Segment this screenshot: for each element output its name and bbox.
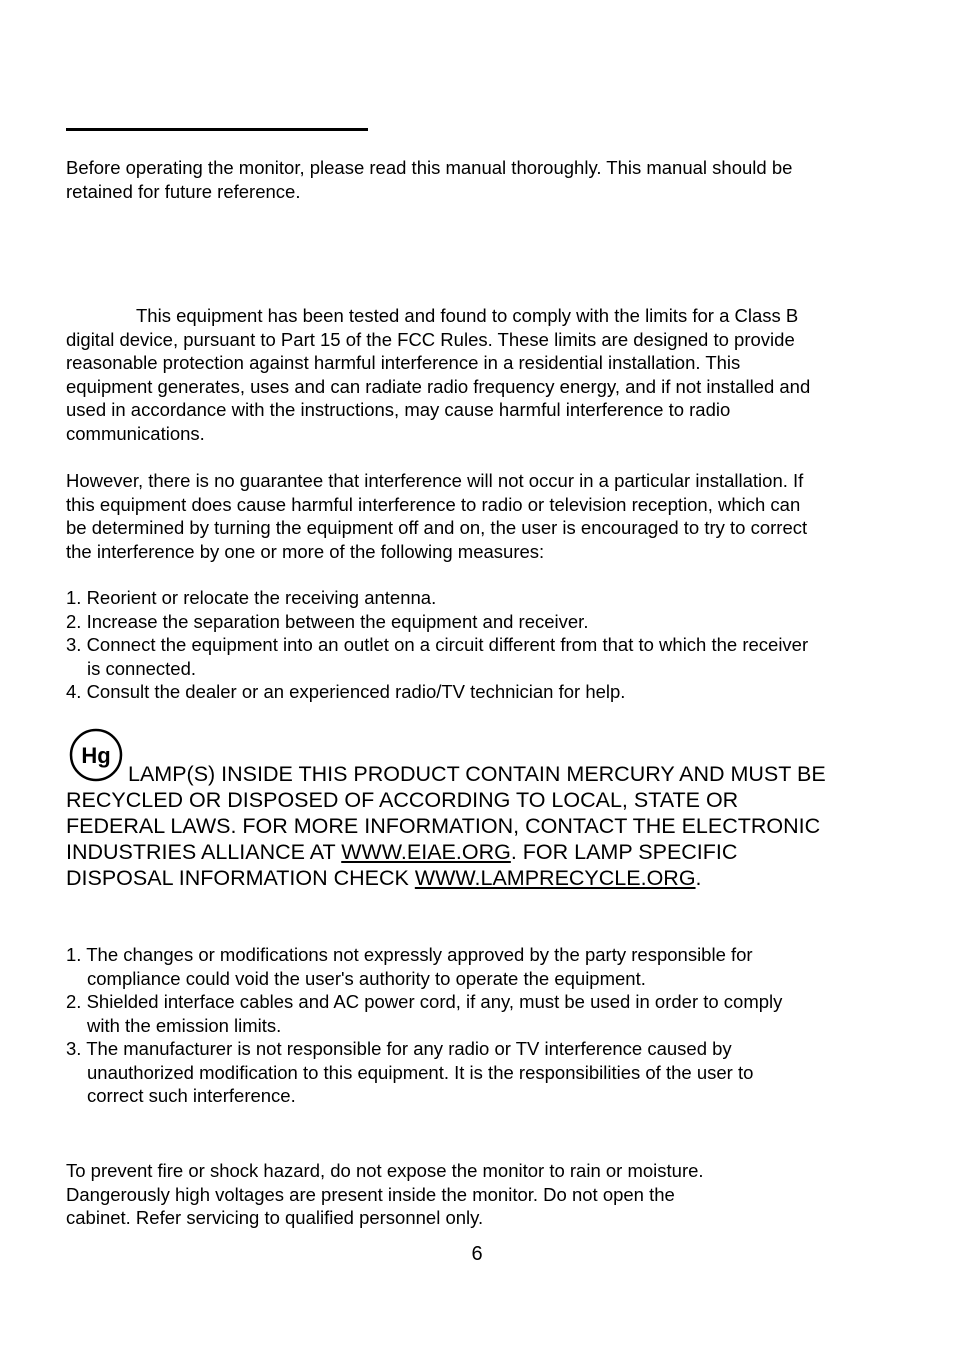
mercury-line	[66, 865, 906, 891]
note-item-continuation: compliance could void the user's authority to operate the equipment.	[87, 967, 646, 989]
measures-list	[66, 586, 896, 704]
warning-paragraph	[66, 1159, 896, 1230]
intro-paragraph	[66, 156, 896, 203]
measure-item: 3. Connect the equipment into an outlet on a circuit different from that to which the receiver	[66, 634, 809, 655]
page-number: 6	[471, 1243, 483, 1265]
fcc-statement-paragraph	[66, 304, 896, 445]
note-item: 1. The changes or modifications not expressly approved by the party responsible for	[66, 944, 753, 965]
lamprecycle-link[interactable]: WWW.LAMPRECYCLE.ORG	[414, 866, 696, 890]
mercury-text: DISPOSAL INFORMATION CHECK	[66, 866, 415, 890]
however-line: be determined by turning the equipment off and on, the user is encouraged to try to correct	[66, 517, 808, 538]
intro-line: retained for future reference.	[66, 180, 301, 202]
notes-list	[66, 943, 896, 1108]
however-line: the interference by one or more of the following measures:	[66, 540, 545, 562]
fcc-line: communications.	[66, 422, 205, 444]
fcc-line: This equipment has been tested and found to comply with the limits for a Class B	[136, 305, 799, 326]
measure-item-continuation: is connected.	[87, 657, 197, 679]
heading-rule	[66, 128, 368, 131]
warning-line: Dangerously high voltages are present inside the monitor. Do not open the	[66, 1183, 675, 1205]
mercury-text: . FOR LAMP SPECIFIC	[510, 840, 738, 864]
fcc-line: used in accordance with the instructions, may cause harmful interference to radio	[66, 399, 731, 420]
note-item: 2. Shielded interface cables and AC power cord, if any, must be used in order to comply	[66, 991, 783, 1012]
hg-icon-label: Hg	[81, 743, 111, 768]
warning-line: cabinet. Refer servicing to qualified personnel only.	[66, 1207, 484, 1228]
note-item-continuation: correct such interference.	[87, 1085, 296, 1106]
measure-item: 1. Reorient or relocate the receiving antenna.	[66, 587, 437, 608]
intro-line: Before operating the monitor, please read this manual thoroughly. This manual should be	[66, 157, 793, 178]
measure-item: 2. Increase the separation between the equipment and receiver.	[66, 610, 589, 632]
however-line: However, there is no guarantee that interference will not occur in a particular installation. If	[66, 470, 804, 491]
mercury-line: RECYCLED OR DISPOSED OF ACCORDING TO LOCAL, STATE OR	[66, 788, 739, 812]
eiae-link[interactable]: WWW.EIAE.ORG	[341, 840, 511, 864]
fcc-line: reasonable protection against harmful interference in a residential installation. This	[66, 352, 741, 373]
note-item: 3. The manufacturer is not responsible for any radio or TV interference caused by	[66, 1038, 732, 1059]
fcc-line: equipment generates, uses and can radiate radio frequency energy, and if not installed and	[66, 375, 811, 397]
mercury-text: INDUSTRIES ALLIANCE AT	[66, 840, 342, 864]
fcc-line: digital device, pursuant to Part 15 of the FCC Rules. These limits are designed to provide	[66, 328, 795, 350]
mercury-line: LAMP(S) INSIDE THIS PRODUCT CONTAIN MERCURY AND MUST BE	[128, 762, 826, 786]
note-item-continuation: unauthorized modification to this equipment. It is the responsibilities of the user to	[87, 1061, 754, 1083]
measure-item: 4. Consult the dealer or an experienced radio/TV technician for help.	[66, 681, 626, 702]
warning-line: To prevent fire or shock hazard, do not expose the monitor to rain or moisture.	[66, 1160, 704, 1181]
mercury-line	[66, 839, 906, 865]
mercury-line: FEDERAL LAWS. FOR MORE INFORMATION, CONTACT THE ELECTRONIC	[66, 814, 821, 838]
mercury-notice	[66, 761, 906, 891]
however-line: this equipment does cause harmful interference to radio or television reception, which can	[66, 493, 801, 515]
however-paragraph	[66, 469, 896, 563]
note-item-continuation: with the emission limits.	[87, 1014, 282, 1036]
mercury-text: .	[695, 866, 702, 890]
